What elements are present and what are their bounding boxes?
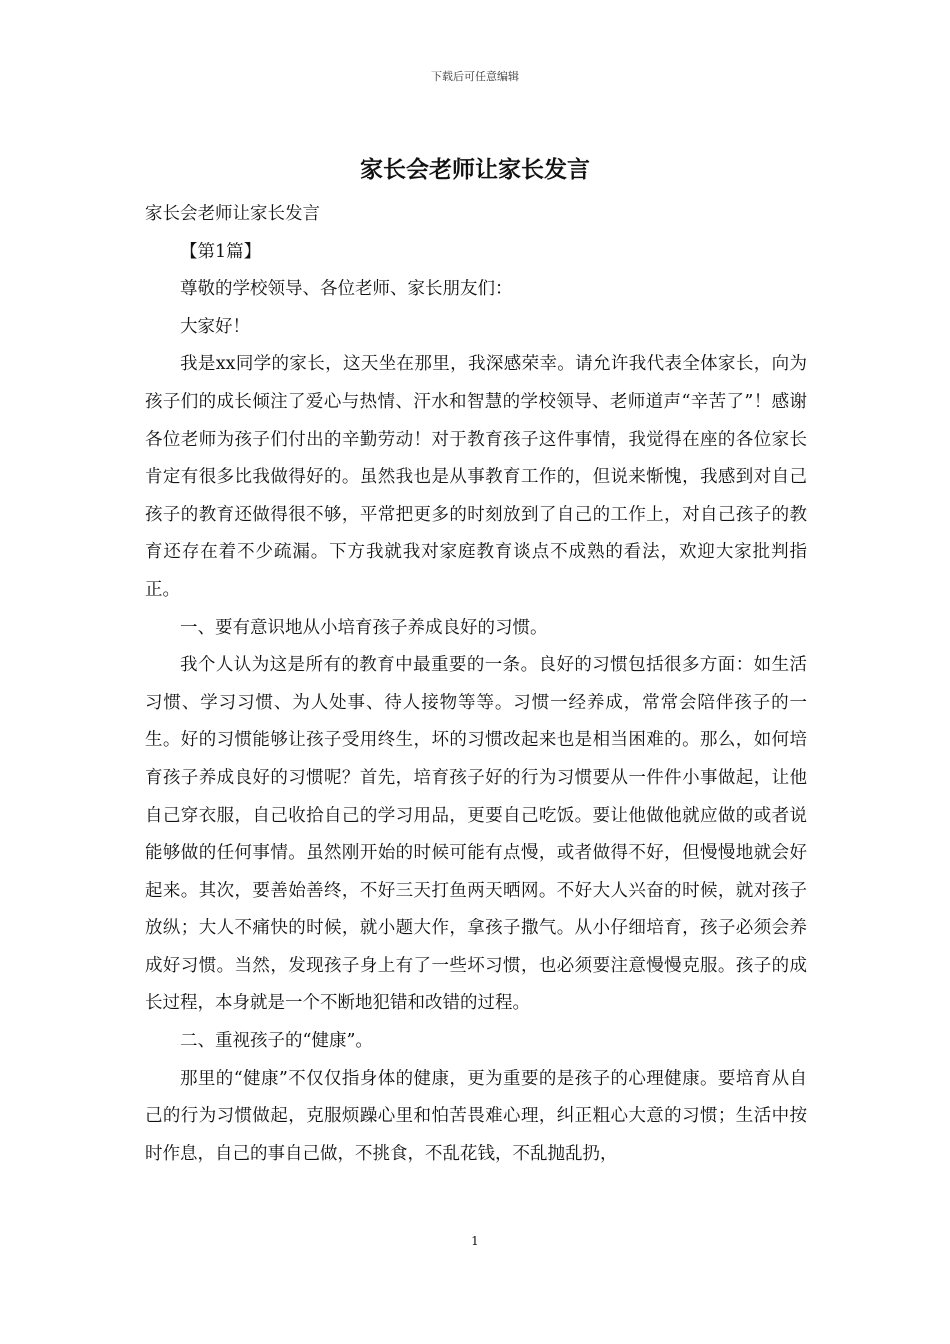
heading-health: 二、重视孩子的“健康”。 xyxy=(180,1031,373,1052)
document-title: 家长会老师让家长发言 xyxy=(360,156,590,183)
greeting: 尊敬的学校领导、各位老师、家长朋友们： xyxy=(180,279,513,300)
salutation: 大家好！ xyxy=(180,316,250,337)
heading-habits: 一、要有意识地从小培育孩子养成良好的习惯。 xyxy=(180,617,548,638)
page-number: 1 xyxy=(471,1234,479,1248)
header-note: 下载后可任意编辑 xyxy=(431,70,519,83)
document-subtitle: 家长会老师让家长发言 xyxy=(145,204,320,224)
paragraph-habits: 我个人认为这是所有的教育中最重要的一条。良好的习惯包括很多方面：如生活习惯、学习习惯、为人处事、待人接物等等。习惯一经养成，常常会陪伴孩子的一生。好的习惯能够让孩子受用终生，坏的习惯改起来也是相当困难的。那么，如何培育孩子养成良好的习惯呢？首先，培育孩子好的行为习惯要从一件件小事做起，让他自己穿衣服，自己收拾自己的学习用品，更要自己吃饭。要让他做他就应做的或者说能够做的任何事情。虽然刚开始的时候可能有点慢，或者做得不好，但慢慢地就会好起来。其次，要善始善终，不好三天打鱼两天晒网。不好大人兴奋的时候，就对孩子放纵；大人不痛快的时候，就小题大作，拿孩子撒气。从小仔细培育，孩子必须会养成好习惯。当然，发现孩子身上有了一些坏习惯，也必须要注意慢慢克服。孩子的成长过程，本身就是一个不断地犯错和改错的过程。 xyxy=(145,655,807,1014)
paragraph-intro: 我是xx同学的家长，这天坐在那里，我深感荣幸。请允许我代表全体家长，向为孩子们的成长倾注了爱心与热情、汗水和智慧的学校领导、老师道声“辛苦了”！感谢各位老师为孩子们付出的辛勤劳动！对于教育孩子这件事情，我觉得在座的各位家长肯定有很多比我做得好的。虽然我也是从事教育工作的，但说来惭愧，我感到对自己孩子的教育还做得很不够，平常把更多的时刻放到了自己的工作上，对自己孩子的教育还存在着不少疏漏。下方我就我对家庭教育谈点不成熟的看法，欢迎大家批判指正。 xyxy=(145,354,807,600)
document-body xyxy=(145,196,807,1173)
section-heading: 【第1篇】 xyxy=(180,241,262,262)
paragraph-health: 那里的“健康”不仅仅指身体的健康，更为重要的是孩子的心理健康。要培育从自己的行为习惯做起，克服烦躁心里和怕苦畏难心理，纠正粗心大意的习惯；生活中按时作息，自己的事自己做，不挑食，不乱花钱，不乱抛乱扔， xyxy=(145,1068,807,1164)
